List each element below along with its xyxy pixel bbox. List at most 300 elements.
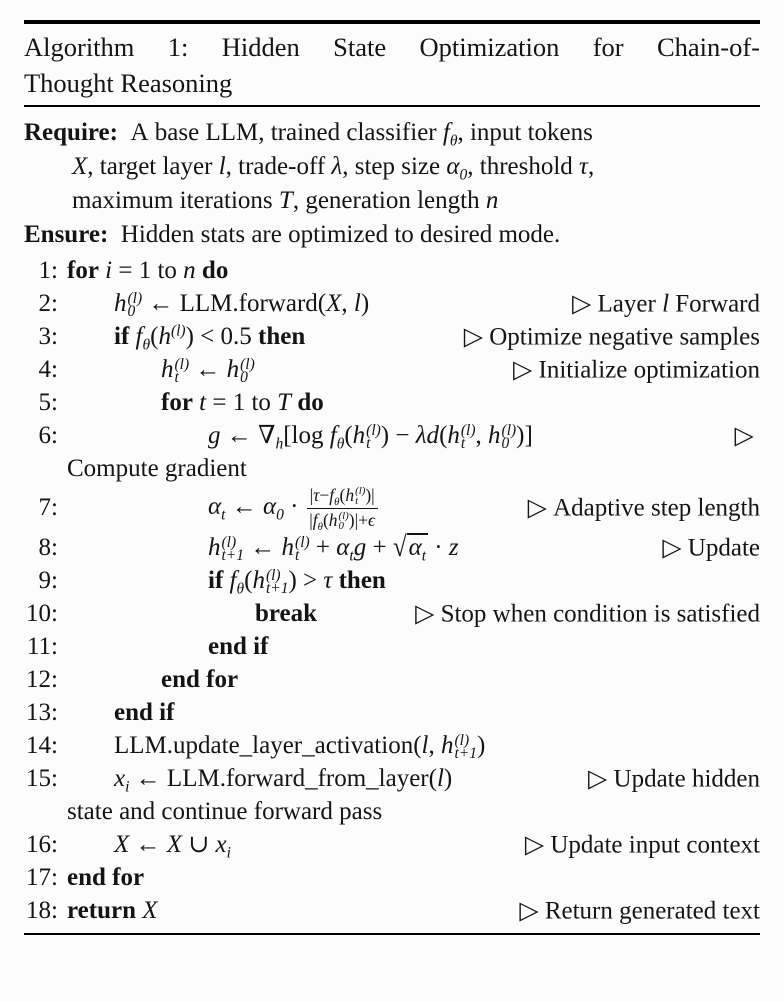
text: ( xyxy=(344,422,353,449)
math-var: l xyxy=(353,290,361,317)
keyword: then xyxy=(258,323,306,350)
text: ← xyxy=(220,422,258,449)
subscript: 0 xyxy=(240,369,248,387)
line-number: 6: xyxy=(38,421,58,449)
text: Forward xyxy=(669,290,760,317)
superscript: (l) xyxy=(174,355,190,373)
math-var: X xyxy=(72,153,88,180)
math-var: l xyxy=(218,153,226,180)
keyword: for xyxy=(67,257,106,284)
text: Stop when condition is satisfied xyxy=(440,600,760,628)
algorithm-title-line1: Algorithm 1: Hidden State Optimization for Chain-of- xyxy=(24,32,760,62)
math-var-scripted xyxy=(440,731,478,763)
preamble-line-1 xyxy=(24,116,760,150)
comment-triangle-icon: ▷ xyxy=(662,534,688,562)
text: LLM.update_layer_activation( xyxy=(114,732,422,760)
math-var: n xyxy=(183,257,196,284)
text: | xyxy=(309,509,313,530)
superscript: (l) xyxy=(240,355,255,373)
algo-line-17 xyxy=(24,861,760,894)
fraction xyxy=(307,485,378,531)
math-var-base: h xyxy=(208,534,221,562)
text: ( xyxy=(150,323,159,350)
math-var-base: h xyxy=(161,356,174,383)
text: Layer xyxy=(597,290,663,317)
text: , input tokens xyxy=(457,119,593,146)
text: ← xyxy=(129,831,167,859)
math-var-base: f xyxy=(329,422,337,449)
math-var-scripted xyxy=(208,533,245,565)
keyword: if xyxy=(208,567,230,595)
math-var-scripted xyxy=(229,567,245,598)
line-content xyxy=(67,354,760,385)
script-stack xyxy=(460,421,476,453)
superscript: (l) xyxy=(265,566,281,584)
keyword: end if xyxy=(114,699,175,727)
line-number: 5: xyxy=(38,388,58,416)
keyword: end for xyxy=(161,666,239,694)
text: Hidden stats are optimized to desired mode. xyxy=(108,221,561,248)
line-content xyxy=(67,453,760,484)
inline-comment xyxy=(572,288,760,319)
text: Update input context xyxy=(550,831,760,859)
math-var: n xyxy=(485,187,499,214)
text: , trade-off xyxy=(225,153,332,180)
subscript: t xyxy=(366,435,371,453)
require-ensure-block xyxy=(24,116,760,252)
inline-comment xyxy=(519,895,760,926)
subscript: t+1 xyxy=(265,580,289,598)
text: )|+ xyxy=(348,509,368,530)
math-var: z xyxy=(448,534,459,562)
algorithm-title xyxy=(24,29,760,101)
algo-line-15 xyxy=(24,762,760,795)
text: ) > xyxy=(288,567,324,595)
line-number: 14: xyxy=(26,731,58,759)
keyword: end if xyxy=(208,633,269,661)
math-var-base: α xyxy=(408,534,422,562)
line-number: 9: xyxy=(38,566,58,594)
line-number: 18: xyxy=(26,896,58,924)
algorithm-lines xyxy=(24,254,760,927)
line-content xyxy=(67,485,760,531)
math-var: X xyxy=(166,831,183,859)
math-var-scripted xyxy=(258,422,284,453)
subscript: h xyxy=(275,435,284,453)
math-var-scripted xyxy=(488,421,517,453)
script-stack xyxy=(174,355,190,387)
math-var-scripted xyxy=(135,323,151,354)
subscript: t xyxy=(355,494,359,507)
math-var-scripted xyxy=(281,533,310,565)
text: = 1 to xyxy=(206,389,278,416)
script-stack xyxy=(454,731,478,763)
math-var-base: f xyxy=(229,567,237,595)
math-var-base: x xyxy=(215,831,227,859)
line-content xyxy=(67,532,760,563)
math-var-base: f xyxy=(135,323,143,350)
keyword: return xyxy=(67,897,143,925)
text: , step size xyxy=(342,153,447,180)
text: maximum iterations xyxy=(72,187,279,214)
math-var-scripted xyxy=(114,289,143,321)
math-var-scripted xyxy=(336,534,354,565)
math-var: ϵ xyxy=(368,509,376,530)
subscript: t xyxy=(295,547,300,565)
inline-comment xyxy=(662,532,760,563)
math-var-scripted xyxy=(442,119,458,150)
superscript: (l) xyxy=(454,731,470,749)
inline-comment xyxy=(415,598,760,629)
math-var-base: f xyxy=(312,509,318,530)
algo-line-12 xyxy=(24,663,760,696)
algo-line-cont-16 xyxy=(24,795,760,828)
preamble-line-4 xyxy=(24,218,760,252)
script-stack xyxy=(240,355,255,387)
text: ) xyxy=(360,290,370,317)
text: , xyxy=(475,422,489,449)
math-var-base: α xyxy=(336,534,350,562)
fraction-numerator xyxy=(307,485,378,509)
line-content xyxy=(67,387,760,418)
math-var-base: ∇ xyxy=(258,422,276,449)
math-var: t xyxy=(199,389,207,416)
inline-comment xyxy=(735,420,760,451)
superscript: (l) xyxy=(295,533,310,551)
text: ← xyxy=(189,356,227,383)
subscript: θ xyxy=(334,495,340,508)
algo-line-11 xyxy=(24,630,760,663)
math-var-base: h xyxy=(488,422,501,449)
text: ) − xyxy=(380,422,416,449)
text: Optimize negative samples xyxy=(489,323,760,350)
comment-triangle-icon: ▷ xyxy=(519,897,545,925)
math-var-base: f xyxy=(442,119,450,146)
comment-triangle-icon: ▷ xyxy=(513,356,539,383)
math-var: T xyxy=(277,389,292,416)
preamble-line-3 xyxy=(24,184,760,218)
comment-triangle-icon: ▷ xyxy=(527,494,554,522)
math-var-base: α xyxy=(262,492,277,520)
script-stack xyxy=(127,289,143,321)
line-content xyxy=(67,631,760,662)
subscript: θ xyxy=(142,336,151,354)
algo-line-14 xyxy=(24,729,760,762)
math-var: g xyxy=(208,422,221,449)
text: + xyxy=(366,534,393,562)
subscript: 0 xyxy=(127,303,136,321)
math-var: X xyxy=(326,290,342,317)
text: ∪ xyxy=(182,831,216,859)
math-var: λ xyxy=(331,153,343,180)
comment-triangle-icon: ▷ xyxy=(463,323,490,350)
line-content xyxy=(67,255,760,286)
subscript: θ xyxy=(317,520,323,533)
keyword: do xyxy=(291,389,324,416)
math-var-scripted xyxy=(329,510,349,530)
text: ( xyxy=(439,422,448,449)
math-var-base: h xyxy=(440,732,454,760)
text: ← LLM.forward_from_layer( xyxy=(129,765,437,793)
math-var-scripted xyxy=(114,765,130,796)
script-stack xyxy=(355,487,365,506)
math-var-base: α xyxy=(446,153,460,180)
math-var-base: h xyxy=(226,356,240,383)
inline-comment xyxy=(525,829,760,860)
math-var-scripted xyxy=(158,323,185,350)
superscript: (l) xyxy=(355,485,366,498)
subscript: t xyxy=(349,547,354,565)
comment-triangle-icon: ▷ xyxy=(588,765,614,793)
text: A base LLM, trained classifier xyxy=(117,119,443,146)
text: ← xyxy=(244,534,282,562)
line-number: 1: xyxy=(38,256,58,284)
math-var-scripted xyxy=(312,509,323,533)
text: , xyxy=(588,153,595,180)
line-number: 8: xyxy=(38,533,58,561)
keyword: if xyxy=(114,323,136,350)
line-content xyxy=(67,763,760,794)
math-var-base: x xyxy=(114,765,126,793)
line-content xyxy=(67,730,760,761)
math-var-scripted xyxy=(262,492,284,524)
math-var-base: f xyxy=(329,485,335,505)
text: Initialize optimization xyxy=(538,356,760,383)
line-content xyxy=(67,664,760,695)
inline-comment xyxy=(588,763,760,794)
superscript: (l) xyxy=(460,421,476,439)
math-var-base: h xyxy=(345,485,355,505)
math-var: l xyxy=(436,765,444,793)
math-var-scripted xyxy=(345,485,365,505)
keyword: then xyxy=(332,567,386,595)
math-var: τ xyxy=(313,485,320,505)
subscript: t+1 xyxy=(454,745,478,763)
text: − xyxy=(319,485,330,505)
subscript: t xyxy=(421,547,426,565)
text: ) xyxy=(477,732,486,760)
text: Adaptive step length xyxy=(553,494,760,522)
math-var: i xyxy=(105,257,113,284)
keyword: Ensure: xyxy=(24,221,109,248)
math-var-base: h xyxy=(114,290,127,317)
keyword: end for xyxy=(67,864,145,892)
math-var: τ xyxy=(579,153,588,180)
bottom-rule xyxy=(24,933,760,935)
math-var-base: h xyxy=(352,422,366,449)
script-stack xyxy=(221,533,245,565)
top-rule xyxy=(24,20,760,24)
subscript: 0 xyxy=(338,519,344,532)
algo-line-8 xyxy=(24,531,760,564)
line-number: 17: xyxy=(26,863,58,891)
math-var-scripted xyxy=(329,422,345,453)
text: ( xyxy=(339,485,346,505)
subscript: i xyxy=(125,778,130,796)
math-var-scripted xyxy=(447,421,476,453)
subscript: θ xyxy=(236,580,245,598)
superscript: (l) xyxy=(501,421,517,439)
superscript: (l) xyxy=(127,289,143,307)
text: · xyxy=(283,492,305,520)
math-var: X xyxy=(114,831,130,859)
algo-line-cont-6 xyxy=(24,452,760,485)
script-stack xyxy=(366,421,381,453)
line-content xyxy=(67,321,760,352)
math-var: l xyxy=(421,732,429,760)
superscript: (l) xyxy=(366,421,381,439)
subscript: θ xyxy=(336,435,345,453)
radical-sign: √ xyxy=(392,532,407,564)
algo-line-4 xyxy=(24,353,760,386)
line-content xyxy=(67,420,760,451)
line-content xyxy=(67,288,760,319)
subscript: 0 xyxy=(501,435,510,453)
line-content xyxy=(67,598,760,629)
comment-triangle-icon: ▷ xyxy=(415,600,441,628)
math-var-scripted xyxy=(446,153,468,184)
keyword: for xyxy=(161,389,200,416)
text: ( xyxy=(322,509,329,530)
algorithm-title-line2: Thought Reasoning xyxy=(24,68,233,98)
algo-line-3 xyxy=(24,320,760,353)
text: ) xyxy=(443,765,453,793)
superscript: (l) xyxy=(338,509,349,522)
subscript: 0 xyxy=(276,506,284,524)
algo-line-10 xyxy=(24,597,760,630)
line-number: 7: xyxy=(38,494,58,522)
line-content xyxy=(67,829,760,860)
text: , threshold xyxy=(467,153,580,180)
text: state and continue forward pass xyxy=(67,798,383,826)
keyword: Require: xyxy=(24,119,118,146)
math-var-base: α xyxy=(208,492,222,520)
line-content xyxy=(67,862,760,893)
line-number: 11: xyxy=(26,632,58,660)
subscript: 0 xyxy=(459,166,468,184)
math-var-scripted xyxy=(215,831,231,862)
mid-rule xyxy=(24,105,760,107)
math-var: τ xyxy=(323,567,333,595)
text: = 1 to xyxy=(112,257,184,284)
subscript: t xyxy=(174,369,179,387)
inline-comment xyxy=(513,354,760,385)
inline-comment xyxy=(464,321,760,352)
math-var-scripted xyxy=(329,485,340,508)
math-var-base: h xyxy=(281,534,295,562)
text: , generation length xyxy=(292,187,486,214)
script-stack xyxy=(501,421,517,453)
superscript: (l) xyxy=(170,322,186,340)
math-var: g xyxy=(353,534,367,562)
inline-comment xyxy=(528,493,760,524)
script-stack xyxy=(265,566,289,598)
math-var-scripted xyxy=(352,421,381,453)
radicand xyxy=(407,533,428,565)
line-number: 2: xyxy=(38,289,58,317)
square-root xyxy=(392,532,428,565)
math-var-scripted xyxy=(408,534,426,565)
math-var-scripted xyxy=(252,566,289,598)
algo-line-2 xyxy=(24,287,760,320)
math-var-base: h xyxy=(328,509,338,530)
line-content xyxy=(67,565,760,596)
math-var: l xyxy=(662,290,670,317)
text: + xyxy=(309,534,337,562)
algo-line-6 xyxy=(24,419,760,452)
math-var-base: h xyxy=(158,323,171,350)
line-number: 12: xyxy=(26,665,58,693)
subscript: θ xyxy=(449,132,458,150)
algo-line-13 xyxy=(24,696,760,729)
text: ← LLM.forward( xyxy=(142,290,327,317)
comment-triangle-icon: ▷ xyxy=(572,290,598,317)
text: ← xyxy=(225,492,263,520)
text: · xyxy=(428,534,449,562)
keyword: break xyxy=(255,600,318,628)
algo-line-7 xyxy=(24,485,760,531)
subscript: t+1 xyxy=(221,547,245,565)
math-var: λd xyxy=(415,422,440,449)
text: , xyxy=(341,290,354,317)
algo-line-16 xyxy=(24,828,760,861)
math-var-scripted xyxy=(226,355,255,387)
text: )] xyxy=(516,422,533,449)
text: Update xyxy=(687,534,760,562)
line-number: 15: xyxy=(26,764,58,792)
line-number: 10: xyxy=(26,599,58,627)
text: , target layer xyxy=(87,153,219,180)
script-stack xyxy=(338,509,349,532)
text: ) < 0.5 xyxy=(185,323,259,350)
text: , xyxy=(428,732,441,760)
algo-line-1 xyxy=(24,254,760,287)
math-var: X xyxy=(142,897,158,925)
line-content xyxy=(67,697,760,728)
keyword: do xyxy=(195,257,229,284)
line-number: 3: xyxy=(38,322,58,350)
subscript: t xyxy=(460,435,466,453)
text: Return generated text xyxy=(544,897,760,925)
math-var: T xyxy=(278,187,293,214)
preamble-line-2 xyxy=(24,150,760,184)
subscript: t xyxy=(221,506,226,524)
text: Update hidden xyxy=(613,765,760,793)
line-number: 16: xyxy=(26,830,58,858)
math-var-base: h xyxy=(252,567,265,595)
line-content xyxy=(67,895,760,926)
script-stack xyxy=(295,533,310,565)
text: [log xyxy=(283,422,330,449)
fraction-denominator xyxy=(309,509,375,532)
superscript: (l) xyxy=(221,533,237,551)
subscript: i xyxy=(226,844,231,862)
comment-triangle-icon: ▷ xyxy=(524,831,551,859)
math-var-scripted xyxy=(161,355,190,387)
math-var-base: h xyxy=(447,422,460,449)
text: | xyxy=(309,485,314,505)
algo-line-5 xyxy=(24,386,760,419)
comment-triangle-icon: ▷ xyxy=(734,422,760,449)
line-number: 4: xyxy=(38,355,58,383)
line-content xyxy=(67,796,760,827)
algo-line-9 xyxy=(24,564,760,597)
text: )| xyxy=(365,485,375,505)
algo-line-18 xyxy=(24,894,760,927)
text: Compute gradient xyxy=(67,455,247,482)
text: ( xyxy=(244,567,253,595)
line-number: 13: xyxy=(26,698,58,726)
